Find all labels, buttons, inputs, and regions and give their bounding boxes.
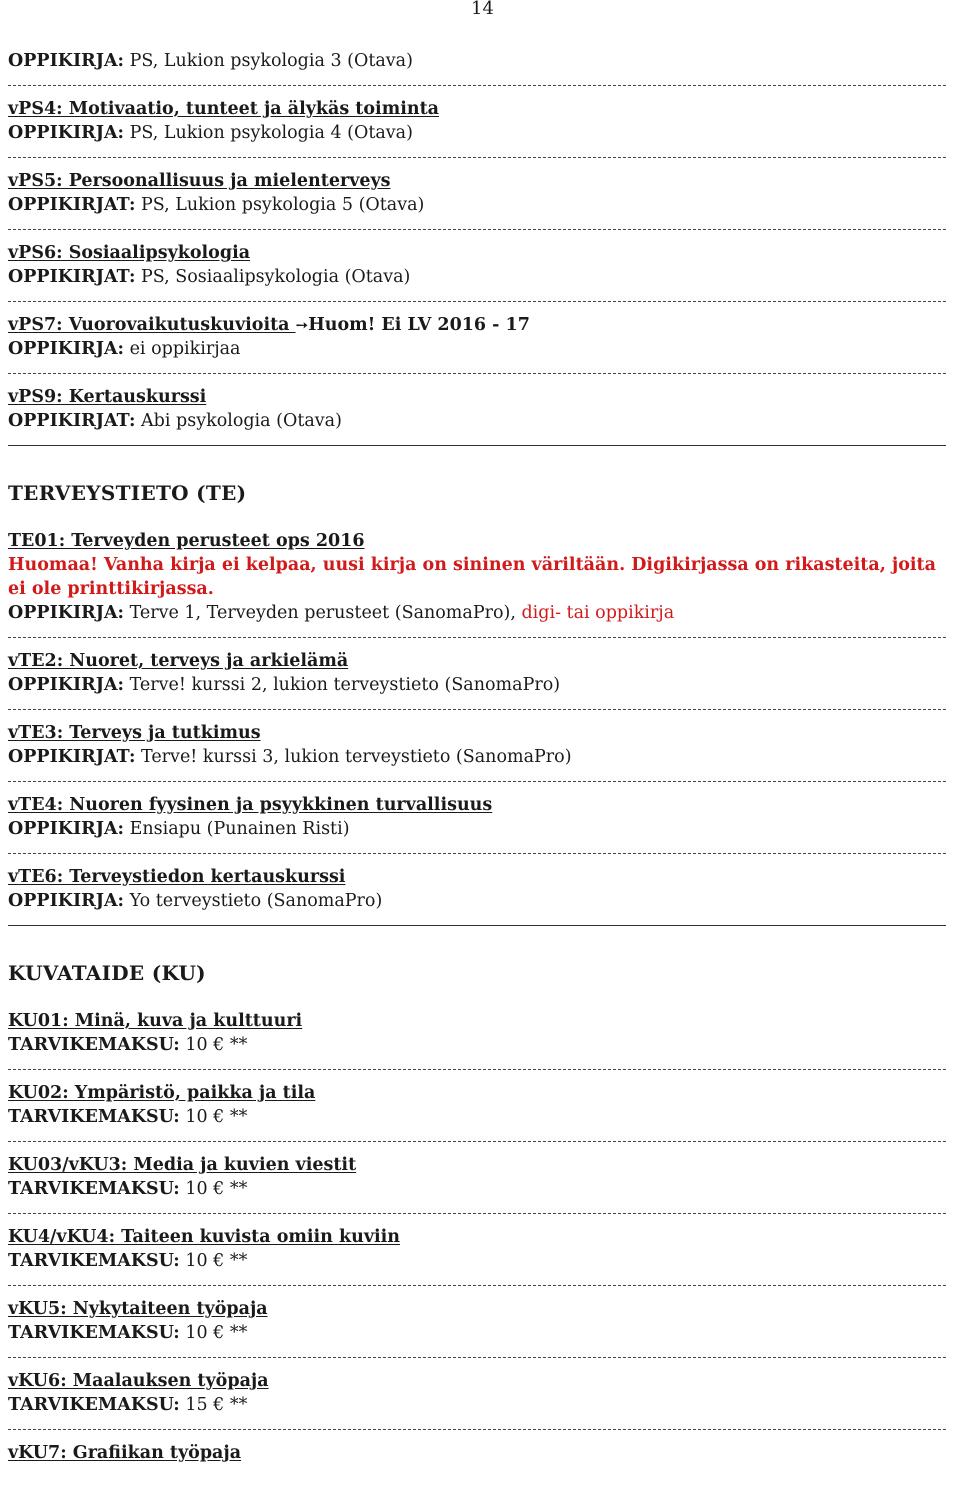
book-title: Terve! kurssi 3, lukion terveystieto (SanomaPro) — [135, 747, 572, 767]
course-title-vku6: vKU6: Maalauksen työpaja — [8, 1371, 269, 1391]
book-label: OPPIKIRJAT: — [8, 195, 136, 215]
ku02-fee-line — [8, 1105, 946, 1129]
ps3-book-line — [8, 49, 946, 73]
vte3-book-line — [8, 745, 946, 769]
book-title: PS, Lukion psykologia 5 (Otava) — [135, 195, 425, 215]
book-label: OPPIKIRJAT: — [8, 411, 136, 431]
vte6-book-line — [8, 889, 946, 913]
course-title-vku7: vKU7: Grafiikan työpaja — [8, 1443, 242, 1463]
vps6-book-line — [8, 265, 946, 289]
section-heading-kuvataide: KUVATAIDE (KU) — [8, 961, 206, 985]
dashed-divider — [8, 361, 946, 385]
arrow-right-icon: ➙ — [295, 316, 309, 334]
fee-label: TARVIKEMAKSU: — [8, 1395, 180, 1415]
ku03-fee-line — [8, 1177, 946, 1201]
book-title: PS, Lukion psykologia 3 (Otava) — [124, 51, 413, 71]
page-number: 14 — [471, 0, 494, 19]
book-label: OPPIKIRJA: — [8, 891, 125, 911]
vps9-book-line — [8, 409, 946, 433]
fee-amount: 10 € ** — [179, 1107, 248, 1127]
dashed-divider — [8, 73, 946, 97]
fee-label: TARVIKEMAKSU: — [8, 1035, 180, 1055]
dashed-divider — [8, 1201, 946, 1225]
book-title: PS, Sosiaalipsykologia (Otava) — [135, 267, 411, 287]
book-title: Yo terveystieto (SanomaPro) — [124, 891, 383, 911]
book-label: OPPIKIRJA: — [8, 603, 125, 623]
course-title-ku02: KU02: Ympäristö, paikka ja tila — [8, 1083, 316, 1103]
section-divider — [8, 913, 946, 937]
course-title-ku4: KU4/vKU4: Taiteen kuvista omiin kuviin — [8, 1227, 401, 1247]
vps4-book-line — [8, 121, 946, 145]
book-label: OPPIKIRJA: — [8, 123, 125, 143]
book-title: Abi psykologia (Otava) — [135, 411, 342, 431]
book-title: Terve 1, Terveyden perusteet (SanomaPro), — [124, 603, 522, 623]
course-title-vps6: vPS6: Sosiaalipsykologia — [8, 243, 251, 263]
course-title-vps7: vPS7: Vuorovaikutuskuvioita — [8, 315, 296, 335]
vte2-book-line — [8, 673, 946, 697]
dashed-divider — [8, 289, 946, 313]
ku01-fee-line — [8, 1033, 946, 1057]
vku5-fee-line — [8, 1321, 946, 1345]
book-label: OPPIKIRJA: — [8, 339, 125, 359]
course-title-ku03: KU03/vKU3: Media ja kuvien viestit — [8, 1155, 357, 1175]
book-title: ei oppikirjaa — [124, 339, 241, 359]
vps7-book-line — [8, 337, 946, 361]
dashed-divider — [8, 217, 946, 241]
dashed-divider — [8, 1345, 946, 1369]
section-divider — [8, 433, 946, 457]
ku4-fee-line — [8, 1249, 946, 1273]
fee-amount: 10 € ** — [179, 1251, 248, 1271]
course-title-vps9: vPS9: Kertauskurssi — [8, 387, 207, 407]
book-label: OPPIKIRJA: — [8, 675, 125, 695]
course-title-vps5: vPS5: Persoonallisuus ja mielenterveys — [8, 171, 391, 191]
dashed-divider — [8, 1273, 946, 1297]
dashed-divider — [8, 1057, 946, 1081]
dashed-divider — [8, 625, 946, 649]
dashed-divider — [8, 841, 946, 865]
te01-book-line — [8, 601, 946, 625]
book-label: OPPIKIRJA: — [8, 819, 125, 839]
fee-label: TARVIKEMAKSU: — [8, 1323, 180, 1343]
fee-amount: 10 € ** — [179, 1035, 248, 1055]
fee-label: TARVIKEMAKSU: — [8, 1251, 180, 1271]
document-body — [8, 49, 946, 1465]
dashed-divider — [8, 1129, 946, 1153]
fee-label: TARVIKEMAKSU: — [8, 1179, 180, 1199]
dashed-divider — [8, 697, 946, 721]
course-title-te01: TE01: Terveyden perusteet ops 2016 — [8, 531, 365, 551]
vps5-book-line — [8, 193, 946, 217]
course-title-vps4: vPS4: Motivaatio, tunteet ja älykäs toiminta — [8, 99, 440, 119]
course-note: Huom! Ei LV 2016 - 17 — [308, 315, 530, 335]
book-title: Terve! kurssi 2, lukion terveystieto (SanomaPro) — [124, 675, 561, 695]
fee-label: TARVIKEMAKSU: — [8, 1107, 180, 1127]
fee-amount: 10 € ** — [179, 1323, 248, 1343]
book-label: OPPIKIRJAT: — [8, 747, 136, 767]
book-format-note: digi- tai oppikirja — [521, 603, 675, 623]
course-title-ku01: KU01: Minä, kuva ja kulttuuri — [8, 1011, 303, 1031]
fee-amount: 10 € ** — [179, 1179, 248, 1199]
te01-notice: Huomaa! Vanha kirja ei kelpaa, uusi kirja on sininen väriltään. Digikirjassa on rikasteita, joita ei ole printtikirjassa. — [8, 555, 936, 599]
book-label: OPPIKIRJAT: — [8, 267, 136, 287]
course-title-vte2: vTE2: Nuoret, terveys ja arkielämä — [8, 651, 349, 671]
vku6-fee-line — [8, 1393, 946, 1417]
course-title-vte4: vTE4: Nuoren fyysinen ja psyykkinen turvallisuus — [8, 795, 493, 815]
vps7-title-line — [8, 313, 946, 337]
course-title-vte6: vTE6: Terveystiedon kertauskurssi — [8, 867, 346, 887]
book-title: PS, Lukion psykologia 4 (Otava) — [124, 123, 413, 143]
book-title: Ensiapu (Punainen Risti) — [124, 819, 350, 839]
vte4-book-line — [8, 817, 946, 841]
dashed-divider — [8, 145, 946, 169]
section-heading-terveystieto: TERVEYSTIETO (TE) — [8, 481, 247, 505]
dashed-divider — [8, 769, 946, 793]
fee-amount: 15 € ** — [179, 1395, 248, 1415]
dashed-divider — [8, 1417, 946, 1441]
book-label: OPPIKIRJA: — [8, 51, 125, 71]
course-title-vte3: vTE3: Terveys ja tutkimus — [8, 723, 261, 743]
course-title-vku5: vKU5: Nykytaiteen työpaja — [8, 1299, 268, 1319]
